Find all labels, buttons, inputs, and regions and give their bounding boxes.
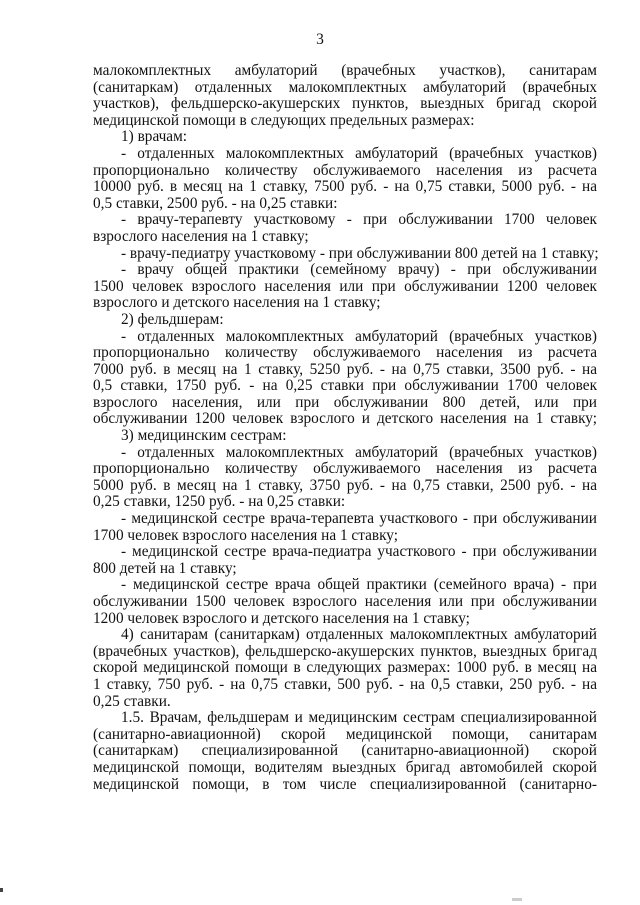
text-line: пропорционально количеству обслуживаемого населения из расчета [93,344,597,362]
text-line: 0,25 ставки. [93,692,171,710]
text-line: - отдаленных малокомплектных амбулаторий (врачебных участков) [121,327,597,345]
text-line: 1200 человек взрослого и детского населения на 1 ставку; [93,609,470,627]
text-line: 1500 человек взрослого населения или при обслуживании 1200 человек [93,277,597,295]
document-body [93,63,597,793]
page-number: 3 [316,31,324,48]
text-line: участков), фельдшерско-акушерских пунктов, выездных бригад скорой [93,95,597,113]
text-line: 1.5. Врачам, фельдшерам и медицинским сестрам специализированной [121,709,597,727]
text-line: 7000 руб. в месяц на 1 ставку, 5250 руб. - на 0,75 ставки, 3500 руб. - на [93,360,597,378]
text-line: медицинской помощи, водителям выездных бригад автомобилей скорой [93,758,597,776]
text-line: 1 ставку, 750 руб. - на 0,75 ставки, 500 руб. - на 0,5 ставки, 250 руб. - на [93,675,597,693]
text-line: 1) врачам: [121,128,188,146]
text-line: - врачу-терапевту участковому - при обслуживании 1700 человек [121,211,597,229]
scan-edge-mark [0,888,3,892]
text-line: 2) фельдшерам: [121,310,224,328]
text-line: - врачу общей практики (семейному врачу) - при обслуживании [121,261,597,279]
text-line: пропорционально количеству обслуживаемого населения из расчета [93,460,597,478]
text-line: медицинской помощи в следующих предельных размерах: [93,111,475,129]
text-line: 800 детей на 1 ставку; [93,559,237,577]
text-line: - медицинской сестре врача-терапевта участкового - при обслуживании [121,510,597,528]
text-line: (санитаркам) отдаленных малокомплектных амбулаторий (врачебных [93,78,597,96]
text-line: 5000 руб. в месяц на 1 ставку, 3750 руб. - на 0,75 ставки, 2500 руб. - на [93,476,597,494]
text-line: 4) санитарам (санитаркам) отдаленных малокомплектных амбулаторий [121,626,597,644]
text-line: обслуживании 1500 человек взрослого населения или при обслуживании [93,593,597,610]
text-line: скорой медицинской помощи в следующих размерах: 1000 руб. в месяц на [93,659,597,677]
text-line: - медицинской сестре врача-педиатра участкового - при обслуживании [121,543,597,561]
text-line: - врачу-педиатру участковому - при обслуживании 800 детей на 1 ставку; [121,244,599,262]
text-line: (санитарно-авиационной) скорой медицинской помощи, санитарам [93,725,597,743]
text-line: медицинской помощи, в том числе специализированной (санитарно- [93,775,597,793]
text-line: (санитаркам) специализированной (санитарно-авиационной) скорой [93,742,597,760]
text-line: обслуживании 1200 человек взрослого и детского населения на 1 ставку; [93,410,597,428]
scan-edge-mark [512,898,522,901]
text-line: 10000 руб. в месяц на 1 ставку, 7500 руб. - на 0,75 ставки, 5000 руб. - на [93,178,597,196]
text-line: 3) медицинским сестрам: [121,427,287,445]
text-line: взрослого населения, или при обслуживании 800 детей, или при [93,393,597,411]
text-line: 0,5 ставки, 1750 руб. - на 0,25 ставки при обслуживании 1700 человек [93,377,597,395]
text-line: 1700 человек взрослого населения на 1 ставку; [93,526,398,544]
text-line: 0,25 ставки, 1250 руб. - на 0,25 ставки: [93,493,346,511]
text-line: малокомплектных амбулаторий (врачебных участков), санитарам [93,62,597,79]
text-line: - отдаленных малокомплектных амбулаторий (врачебных участков) [121,443,597,461]
text-line: взрослого населения на 1 ставку; [93,227,309,245]
text-line: (врачебных участков), фельдшерско-акушерских пунктов, выездных бригад [93,642,597,660]
text-line: взрослого и детского населения на 1 ставку; [93,294,381,312]
text-line: - отдаленных малокомплектных амбулаторий (врачебных участков) [121,144,597,162]
text-line: - медицинской сестре врача общей практики (семейного врача) - при [121,576,597,594]
text-line: 0,5 ставки, 2500 руб. - на 0,25 ставки: [93,194,338,212]
text-line: пропорционально количеству обслуживаемого населения из расчета [93,161,597,179]
